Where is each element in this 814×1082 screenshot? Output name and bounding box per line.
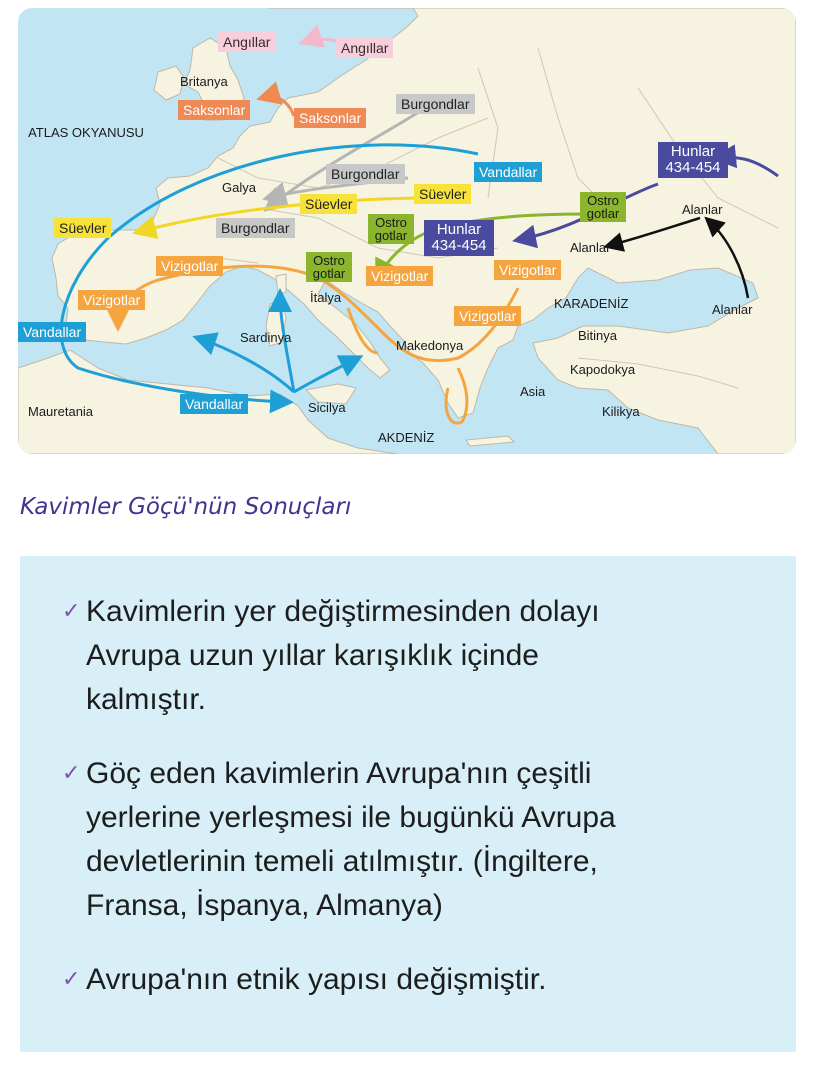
place-label-britanya: Britanya bbox=[180, 74, 228, 89]
section-title: Kavimler Göçü'nün Sonuçları bbox=[20, 494, 352, 520]
place-label-bitinya: Bitinya bbox=[578, 328, 618, 343]
place-label-makedonya: Makedonya bbox=[396, 338, 464, 353]
tribe-label-vizigotlar-3: Vizigotlar bbox=[366, 266, 433, 286]
checkmark-icon: ✓ bbox=[62, 599, 81, 624]
place-label-karadeniz: KARADENİZ bbox=[554, 296, 629, 311]
tribe-label-hunlar-center: Hunlar 434-454 bbox=[424, 220, 494, 256]
tribe-label-alanlar-2: Alanlar bbox=[570, 240, 611, 255]
checkmark-icon: ✓ bbox=[62, 967, 81, 992]
result-text-3: Avrupa'nın etnik yapısı değişmiştir. bbox=[86, 963, 547, 996]
tribe-label-burgondlar-north: Burgondlar bbox=[396, 94, 475, 114]
place-label-asia: Asia bbox=[520, 384, 546, 399]
migration-map bbox=[18, 8, 796, 454]
results-panel bbox=[20, 556, 796, 1052]
tribe-label-saksonlar-west: Saksonlar bbox=[178, 100, 250, 120]
result-text-1: Kavimlerin yer değiştirmesinden dolayı Avrupa uzun yıllar karışıklık içinde kalmıştır. bbox=[86, 595, 600, 716]
place-label-mauretania: Mauretania bbox=[28, 404, 94, 419]
tribe-label-suevler-east: Süevler bbox=[414, 184, 471, 204]
place-label-kapodokya: Kapodokya bbox=[570, 362, 636, 377]
tribe-label-vizigotlar-4: Vizigotlar bbox=[494, 260, 561, 280]
tribe-label-angillar-east: Angıllar bbox=[336, 38, 393, 58]
tribe-label-suevler-west: Süevler bbox=[54, 218, 111, 238]
tribe-label-vizigotlar-2: Vizigotlar bbox=[78, 290, 145, 310]
land-corsica bbox=[276, 274, 286, 294]
result-text-2: Göç eden kavimlerin Avrupa'nın çeşitli yerlerine yerleşmesi ile bugünkü Avrupa devletlerinin temeli atılmıştır. (İngiltere, Fransa, İspanya, Almanya) bbox=[86, 757, 616, 922]
tribe-label-vizigotlar-5: Vizigotlar bbox=[454, 306, 521, 326]
tribe-label-vandallar-west: Vandallar bbox=[18, 322, 86, 342]
place-label-galya: Galya bbox=[222, 180, 256, 195]
place-label-atlas-okyanusu: ATLAS OKYANUSU bbox=[28, 125, 144, 140]
tribe-label-burgondlar-mid: Burgondlar bbox=[326, 164, 405, 184]
tribe-label-suevler-mid: Süevler bbox=[300, 194, 357, 214]
tribe-label-angillar-west: Angıllar bbox=[218, 32, 275, 52]
tribe-label-vizigotlar-1: Vizigotlar bbox=[156, 256, 223, 276]
place-label-sardinya: Sardinya bbox=[240, 330, 292, 345]
tribe-label-alanlar-1: Alanlar bbox=[682, 202, 723, 217]
tribe-label-burgondlar-west: Burgondlar bbox=[216, 218, 295, 238]
checkmark-icon: ✓ bbox=[62, 761, 81, 786]
place-label-sicilya: Sicilya bbox=[308, 400, 346, 415]
tribe-label-hunlar-east: Hunlar 434-454 bbox=[658, 142, 728, 178]
tribe-label-vandallar-south: Vandallar bbox=[180, 394, 248, 414]
tribe-label-vandallar-north: Vandallar bbox=[474, 162, 542, 182]
tribe-label-ostrogotlar-2: Ostro gotlar bbox=[306, 252, 352, 282]
place-label-kilikya: Kilikya bbox=[602, 404, 640, 419]
tribe-label-ostrogotlar-1: Ostro gotlar bbox=[368, 214, 414, 244]
tribe-label-alanlar-3: Alanlar bbox=[712, 302, 753, 317]
place-label-italya: İtalya bbox=[310, 290, 342, 305]
tribe-label-saksonlar-east: Saksonlar bbox=[294, 108, 366, 128]
place-label-akdeniz: AKDENİZ bbox=[378, 430, 435, 445]
tribe-label-ostrogotlar-3: Ostro gotlar bbox=[580, 192, 626, 222]
